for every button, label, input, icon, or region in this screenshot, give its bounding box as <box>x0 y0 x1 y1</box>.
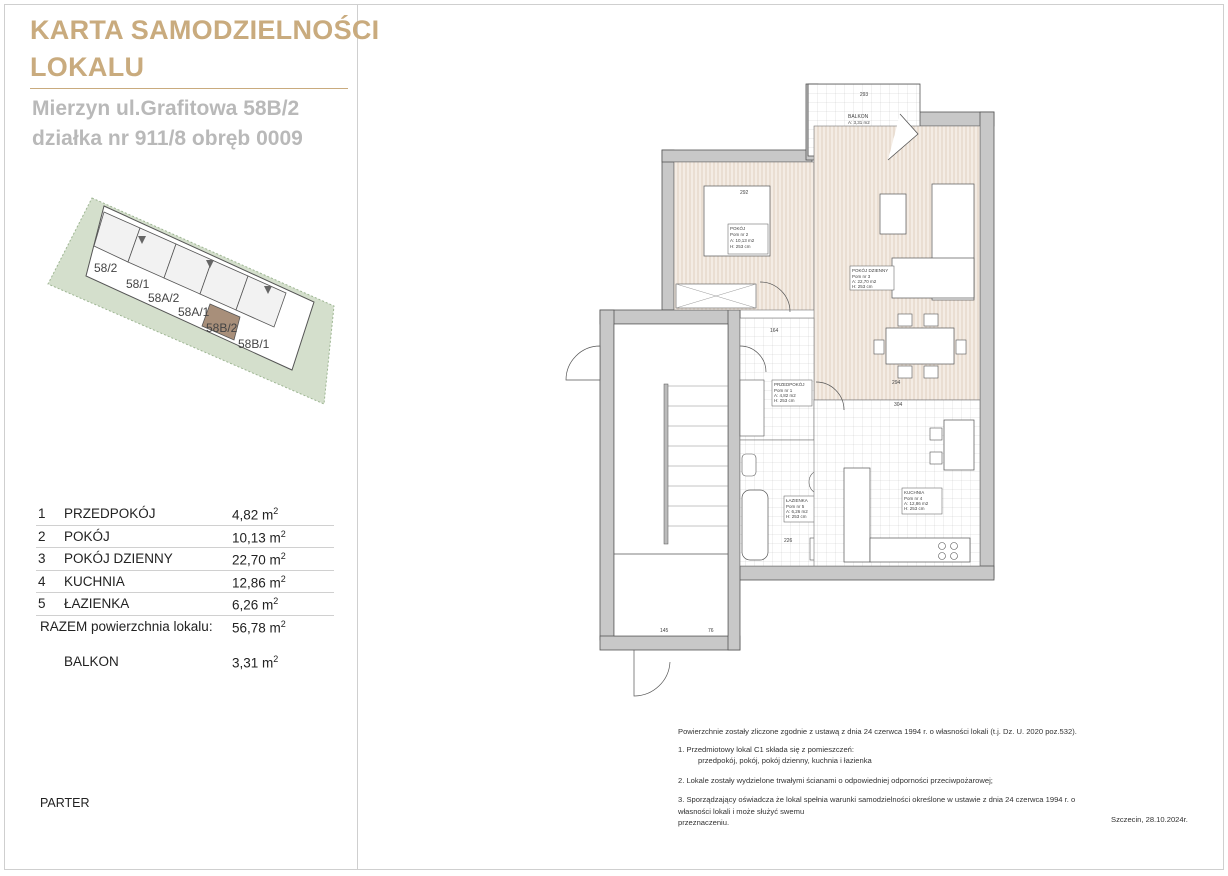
room-label: PRZEDPOKÓJ <box>774 382 805 387</box>
wardrobe-icon <box>740 380 764 436</box>
dimension-label: 292 <box>740 190 749 196</box>
dimension-label: 293 <box>859 92 869 98</box>
room-label: BALKON <box>848 114 869 120</box>
wall <box>600 310 740 324</box>
wall <box>600 636 740 650</box>
room-number-label: Pom nr 2 <box>730 232 749 237</box>
title-line-2: LOKALU <box>30 52 145 82</box>
floor-label: PARTER <box>40 796 90 810</box>
room-label: POKÓJ <box>730 226 746 231</box>
wall <box>600 310 614 640</box>
table-row <box>36 526 334 549</box>
room-name: POKÓJ <box>64 528 110 544</box>
notes-block <box>678 726 1098 829</box>
room-label: POKÓJ DZIENNY <box>852 268 889 273</box>
chair-icon <box>924 314 938 326</box>
total-label: RAZEM powierzchnia lokalu: <box>40 618 213 634</box>
room-area-table <box>36 503 334 678</box>
room-area: 22,70 $m^2$ <box>232 551 286 568</box>
floor-plan <box>548 76 1008 706</box>
address-line-2: działka nr 911/8 obręb 0009 <box>32 127 303 150</box>
site-label: 58B/1 <box>238 337 270 351</box>
room-height-label: H: 253 cm <box>786 514 807 519</box>
room-number: 2 <box>38 528 46 544</box>
room-height-label: H: 253 cm <box>774 398 795 403</box>
room-area-label: A: 3,31 m2 <box>848 120 870 125</box>
chair-icon <box>898 366 912 378</box>
note-1: 1. Przedmiotowy lokal C1 składa się z pomieszczeń: <box>678 744 854 754</box>
room-name: PRZEDPOKÓJ <box>64 506 156 521</box>
room-number-label: Pom nr 3 <box>852 274 871 279</box>
room-area-label: A: 6,26 m2 <box>786 509 808 514</box>
note-1-list: przedpokój, pokój, pokój dzienny, kuchnia i łazienka <box>698 756 872 765</box>
sink-icon <box>742 454 756 476</box>
room-area: 10,13 $m^2$ <box>232 528 286 545</box>
coffee-table-icon <box>880 194 906 234</box>
title-line-1: KARTA SAMODZIELNOŚCI <box>30 15 380 45</box>
table-row <box>36 503 334 526</box>
room-area-label: A: 4,82 m2 <box>774 393 796 398</box>
dimension-label: 226 <box>784 538 793 544</box>
wall <box>662 150 674 310</box>
wall <box>980 112 994 578</box>
address-block <box>32 94 303 154</box>
chair-icon <box>930 428 942 440</box>
chair-icon <box>898 314 912 326</box>
table-row <box>36 571 334 594</box>
chair-icon <box>930 452 942 464</box>
door-swing-icon <box>566 346 600 380</box>
dimension-label: 76 <box>708 628 714 634</box>
room-height-label: H: 253 cm <box>852 284 873 289</box>
room-name: ŁAZIENKA <box>64 596 130 611</box>
room-area: 4,82 $m^2$ <box>232 506 279 523</box>
dimension-label: 164 <box>770 328 779 334</box>
room-name: POKÓJ DZIENNY <box>64 551 173 566</box>
site-map <box>42 192 342 410</box>
room-number: 1 <box>38 506 46 521</box>
wall <box>662 150 812 162</box>
note-3-cont: przeznaczeniu. <box>678 818 730 827</box>
total-area: 56,78 $m^2$ <box>232 618 286 635</box>
panel-divider <box>357 4 358 870</box>
address-line-1: Mierzyn ul.Grafitowa 58B/2 <box>32 97 300 120</box>
note-3: 3. Sporządzający oświadcza że lokal spełnia warunki samodzielności określone w ustawie z dnia 24 czerwca 1994 r. o własności lokali i może służyć swemu <box>678 795 1076 816</box>
balcony-area: 3,31 $m^2$ <box>232 653 279 670</box>
room-number: 3 <box>38 551 46 566</box>
room-area-label: A: 10,13 m2 <box>730 238 755 243</box>
room-area-label: A: 12,86 m2 <box>904 501 929 506</box>
site-label: 58B/2 <box>206 321 238 335</box>
stair-rail <box>664 384 668 544</box>
site-label: 58/2 <box>94 261 118 275</box>
dimension-label: 304 <box>894 402 903 408</box>
chair-icon <box>874 340 884 354</box>
room-label: KUCHNIA <box>904 490 925 495</box>
chair-icon <box>956 340 966 354</box>
dimension-label: 294 <box>892 380 901 386</box>
staircase <box>614 324 728 636</box>
balcony-row <box>36 648 334 678</box>
room-area-label: A: 22,70 m2 <box>852 279 877 284</box>
room-number: 5 <box>38 596 46 611</box>
wall <box>728 310 740 650</box>
balcony-label: BALKON <box>64 653 119 669</box>
document-title <box>30 12 380 86</box>
note-2: 2. Lokale zostały wydzielone trwałymi ścianami o odpowiedniej odporności przeciwpożarowej; <box>678 775 993 785</box>
bathtub-icon <box>742 490 768 560</box>
sofa-icon <box>892 258 974 298</box>
room-area: 6,26 $m^2$ <box>232 596 279 613</box>
room-name: KUCHNIA <box>64 573 125 589</box>
kitchen-counter-icon <box>870 538 970 562</box>
room-area: 12,86 $m^2$ <box>232 573 286 590</box>
wall <box>738 566 994 580</box>
room-number-label: Pom nr 5 <box>786 504 805 509</box>
room-height-label: H: 253 cm <box>904 506 925 511</box>
room-height-label: H: 253 cm <box>730 244 751 249</box>
room-number-label: Pom nr 4 <box>904 496 923 501</box>
table-row <box>36 593 334 616</box>
dimension-label: 145 <box>660 628 669 634</box>
fridge-cabinet-icon <box>844 468 870 562</box>
site-label: 58/1 <box>126 277 150 291</box>
total-row <box>36 616 334 640</box>
room-number-label: Pom nr 1 <box>774 388 793 393</box>
kitchen-table-icon <box>944 420 974 470</box>
chair-icon <box>924 366 938 378</box>
notes-intro: Powierzchnie zostały zliczone zgodnie z ustawą z dnia 24 czerwca 1994 r. o własności lokali (t.j. Dz. U. 2020 poz.532). <box>678 727 1077 736</box>
site-label: 58A/2 <box>148 291 180 305</box>
title-rule <box>30 88 348 89</box>
table-row <box>36 548 334 571</box>
place-date: Szczecin, 28.10.2024r. <box>1111 815 1188 824</box>
door-swing-icon <box>634 650 670 696</box>
room-number: 4 <box>38 573 46 589</box>
room-label: ŁAZIENKA <box>786 498 808 503</box>
site-label: 58A/1 <box>178 305 210 319</box>
dining-table-icon <box>886 328 954 364</box>
